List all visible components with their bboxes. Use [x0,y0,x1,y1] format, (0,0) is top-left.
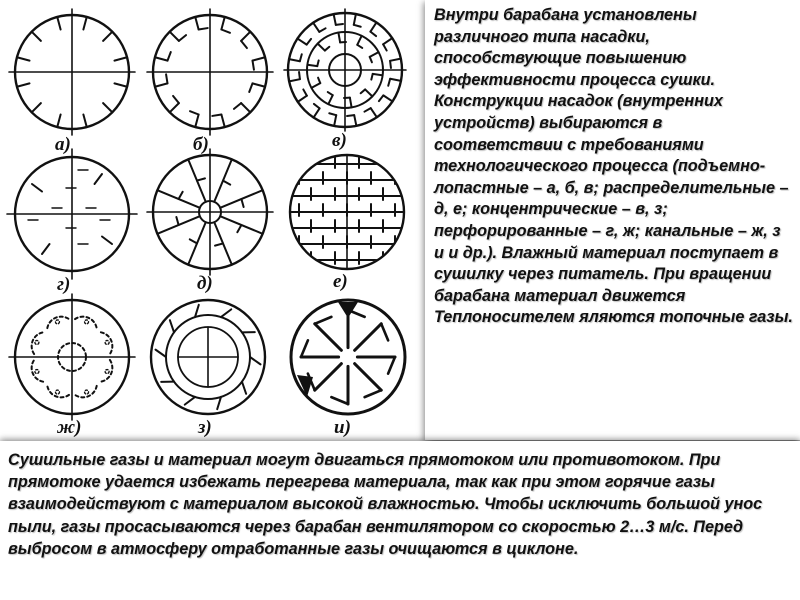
figure-label-e: е) [333,271,348,292]
description-panel [425,0,800,440]
drum-v [284,9,406,131]
figure-label-g: г) [57,274,71,295]
drum-packings-figure [0,0,430,445]
drum-e [287,155,407,269]
drum-g [7,149,137,279]
drum-z [151,300,265,414]
figure-label-b: б) [193,134,209,155]
figure-label-a: а) [55,134,71,155]
figure-label-d: д) [197,273,213,294]
description-paragraph: Внутри барабана установлены различного типа насадки, способствующие повышению эффективности процесса сушки. Конструкции насадок (внутренних устройств) выбираются в соответствии с требованиями технологического процесса (подъемно-лопастные – а, б, в; распределительные – д, е; концентрические – в, з; перфорированные – г, ж; канальные – ж, з и и др.). Влажный материал поступает в сушилку через питатель. При вращении барабана материал движется Теплоносителем яляются топочные газы. [434,6,793,327]
drum-zh [9,294,135,420]
drum-b [147,9,273,135]
figure-label-v: в) [332,130,347,151]
gas-flow-panel [0,441,800,600]
drum-d [147,149,273,275]
figure-label-i: и) [334,417,351,438]
gas-flow-paragraph: Сушильные газы и материал могут двигаться прямотоком или противотоком. При прямотоке удается избежать перегрева материала, так как при этом горячие газы взаимодействуют с материалом высокой влажностью. Чтобы исключить большой унос пыли, газы просасываются через барабан вентилятором со скоростью 2…3 м/с. Перед выбросом в атмосферу отработанные газы очищаются в циклоне. [8,451,763,558]
figure-label-zh: ж) [57,417,82,438]
drum-i [291,300,405,414]
drum-a [9,9,135,135]
figure-label-z: з) [198,417,212,438]
